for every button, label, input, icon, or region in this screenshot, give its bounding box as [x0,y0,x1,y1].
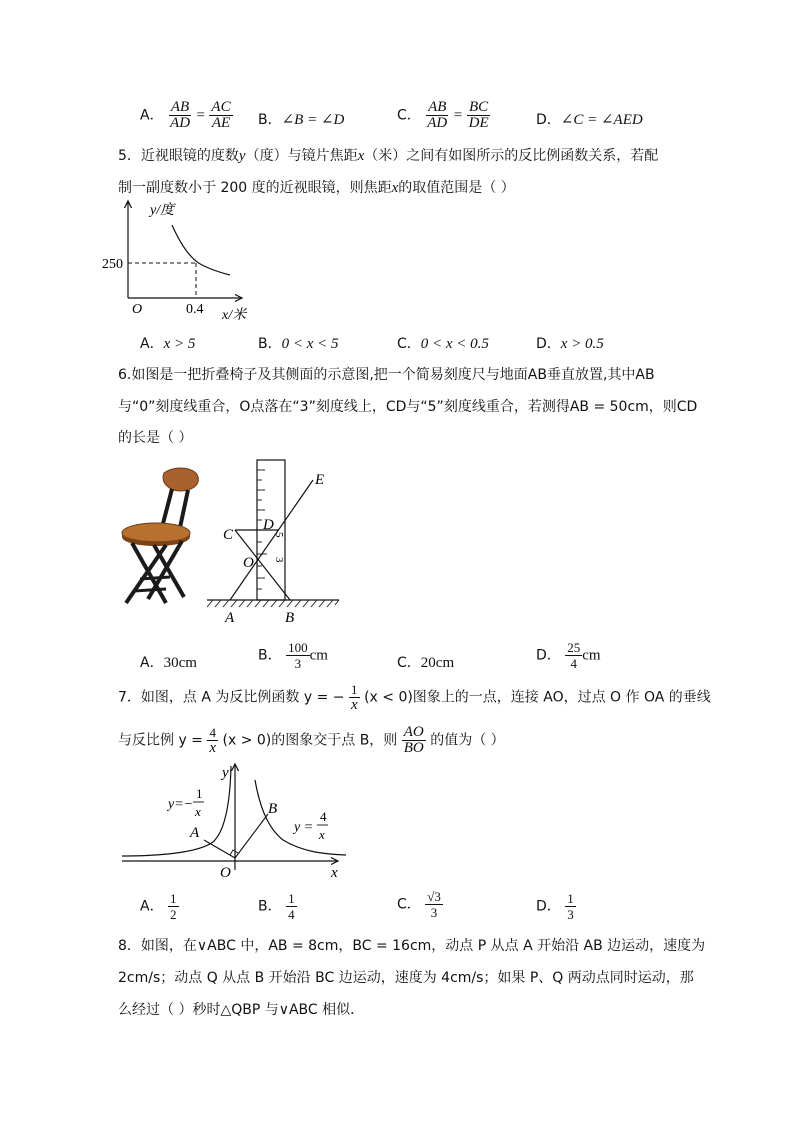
q8-line-3: 么经过（ ）秒时△QBP 与∨ABC 相似． [118,1002,365,1018]
q5-line-2: 制一副度数小于 200 度的近视眼镜，则焦距x的取值范围是（ ） [118,180,515,196]
q4-option-a: A． $\frac{AB}{AD}$ = $\frac{AC}{AE}$ [140,99,231,131]
fraction: $\frac{√3}{3}$ [427,889,441,920]
ground-hatching [207,600,339,607]
fraction: $\frac{1}{4}$ [288,891,295,922]
fraction: $\frac{25}{4}$ [567,640,581,671]
q8-line-2: 2cm/s；动点 Q 从点 B 开始沿 BC 边运动，速度为 4cm/s；如果 P、Q 两动点同时运动，那 [118,970,694,986]
point-O-label: O [243,555,254,571]
fraction: $\frac{AB}{AD}$ [170,99,191,131]
point-D-label: D [263,517,274,533]
q5-graph [102,195,260,325]
left-curve-num: 1 [196,786,203,801]
q8-line-1: 8．如图，在∨ABC 中，AB = 8cm，BC = 16cm，动点 P 从点 A 开始沿 AB 边运动，速度为 [118,938,706,954]
segment-OB [235,814,268,858]
q5-option-a: A．x > 5 [140,336,196,352]
right-curve-label: y = [294,820,314,835]
fraction: $\frac{1}{3}$ [567,891,574,922]
q5-option-c: C．0 < x < 0.5 [397,336,489,352]
q7-graph [118,758,350,880]
left-curve-label: y=− [168,797,194,812]
left-curve-den: x [195,804,201,819]
q7-line-2: 与反比例 y = $\frac{4}{x}$ (x > 0)的图象交于点 B，则 $\frac{AO}{BO}$ 的值为（ ） [118,724,505,756]
q7-option-b: B． $\frac{1}{4}$ [258,891,295,922]
q5-option-d: D．x > 0.5 [536,336,604,352]
segment-OA [204,840,235,858]
q6-option-c: C．20cm [397,655,455,671]
x-axis-label: x/米 [222,308,247,323]
point-A-label: A [225,610,235,626]
folding-chair-image [118,465,200,610]
fraction: $\frac{AO}{BO}$ [403,724,424,756]
point-A-label: A [190,825,200,841]
point-C-label: C [223,527,234,543]
q4-option-d: D．∠C = ∠AED [536,112,643,128]
x-axis-label: x [331,865,338,881]
right-curve-num: 4 [320,809,327,824]
q6-side-diagram [205,455,345,627]
inverse-curve [172,225,230,275]
q6-line-2: 与“0”刻度线重合，O点落在“3”刻度线上，CD与“5”刻度线重合，若测得AB = 50cm，则CD [118,399,698,415]
x-tick-label: 0.4 [186,302,204,317]
point-B-label: B [285,610,295,626]
ruler-mark-5: 5 [273,532,285,538]
q4-option-b: B．∠B = ∠D [258,112,345,128]
y-axis-label: y [222,765,229,781]
fraction: $\frac{4}{x}$ [209,725,217,756]
fraction: $\frac{BC}{DE}$ [468,99,489,131]
q4-option-c: C． $\frac{AB}{AD}$ = $\frac{BC}{DE}$ [397,99,489,131]
fraction: $\frac{100}{3}$ [288,640,308,671]
right-curve-den: x [319,827,325,842]
fraction: $\frac{1}{2}$ [170,891,177,922]
curve-right-branch [255,780,346,855]
fraction: $\frac{AC}{AE}$ [211,99,231,131]
ruler-mark-3: 3 [273,557,285,563]
q7-option-a: A． $\frac{1}{2}$ [140,891,177,922]
point-B-label: B [268,801,278,817]
q5-option-b: B．0 < x < 5 [258,336,339,352]
q6-line-1: 6.如图是一把折叠椅子及其侧面的示意图,把一个简易刻度尺与地面AB垂直放置,其中AB [118,367,655,383]
y-axis-label: y/度 [150,203,175,218]
q6-option-b: B． $\frac{100}{3}$ cm [258,640,328,671]
q6-option-a: A．30cm [140,655,197,671]
y-tick-label: 250 [102,257,123,272]
origin-label: O [220,865,231,881]
right-angle-mark [230,850,238,855]
fraction: $\frac{1}{x}$ [350,682,358,713]
q6-line-3: 的长是（ ） [118,430,193,446]
q6-option-d: D． $\frac{25}{4}$ cm [536,640,601,671]
q7-option-d: D． $\frac{1}{3}$ [536,891,574,922]
point-E-label: E [315,472,325,488]
origin-label: O [132,302,143,317]
q5-line-1: 5．近视眼镜的度数y（度）与镜片焦距x（米）之间有如图所示的反比例函数关系，若配 [118,148,659,164]
fraction: $\frac{AB}{AD}$ [427,99,448,131]
q7-option-c: C． $\frac{√3}{3}$ [397,889,441,920]
q7-line-1: 7．如图，点 A 为反比例函数 y = − $\frac{1}{x}$ (x < 0)图象上的一点，连接 AO，过点 O 作 OA 的垂线 [118,682,711,713]
